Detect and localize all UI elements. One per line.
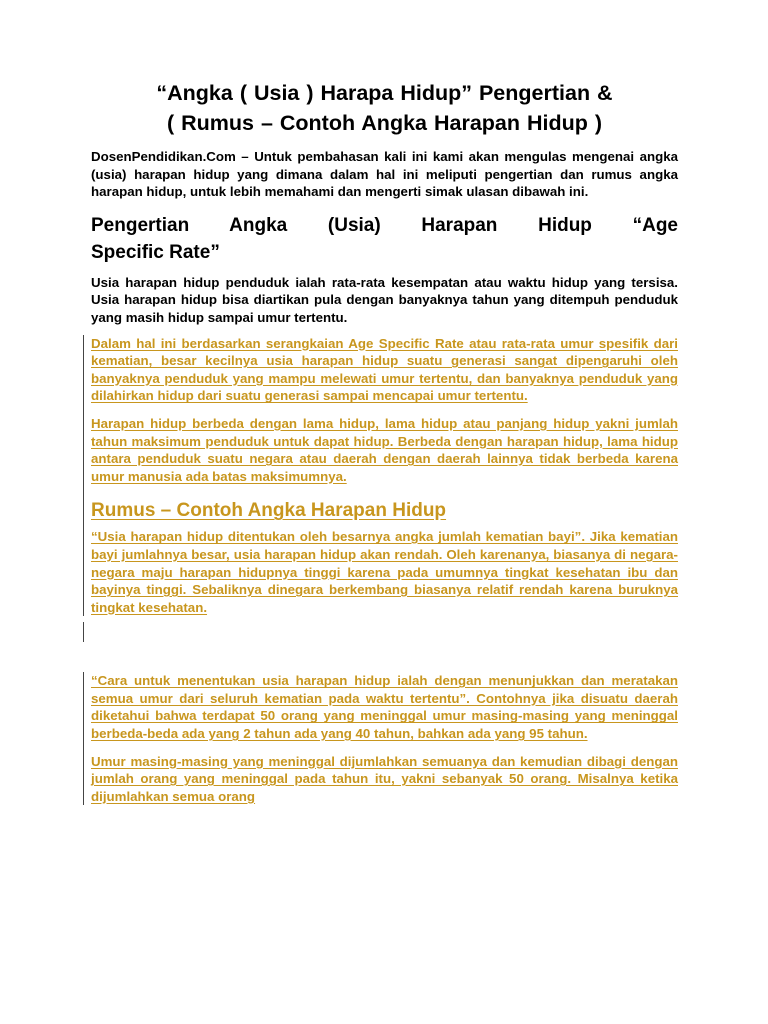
link-paragraph-umur-dijumlahkan[interactable]: Umur masing-masing yang meninggal dijumlahkan semuanya dan kemudian dibagi dengan jumlah orang yang meninggal pada tahun itu, yakni sebanyak 50 orang. Misalnya ketika dijumlahkan semua orang: [91, 753, 678, 804]
document-title: [91, 78, 678, 138]
section-heading-rumus-link[interactable]: Rumus – Contoh Angka Harapan Hidup: [91, 500, 447, 522]
quote-bar: [83, 672, 84, 805]
section-heading-line-1: Pengertian Angka (Usia) Harapan Hidup “Age: [91, 214, 678, 236]
link-paragraph-cara-menentukan[interactable]: “Cara untuk menentukan usia harapan hidup ialah dengan menunjukkan dan meratakan semua umur dari seluruh kematian pada waktu tertentu”. Contohnya jika disuatu daerah diketahui bahwa terdapat 50 orang yang meninggal umur masing-masing yang meninggal berbeda-beda ada yang 2 tahun ada yang 40 tahun, bahkan ada yang 95 tahun.: [91, 673, 678, 742]
definition-paragraph: Usia harapan hidup penduduk ialah rata-rata kesempatan atau waktu hidup yang tersisa. Usia harapan hidup bisa diartikan pula dengan banyaknya tahun yang ditempuh penduduk yang masih hidup sampai umur tertentu.: [91, 274, 678, 325]
document-page: [91, 78, 678, 805]
quoted-block-2: [91, 672, 678, 805]
section-heading-pengertian: [91, 212, 678, 266]
link-paragraph-kematian-bayi[interactable]: “Usia harapan hidup ditentukan oleh besarnya angka jumlah kematian bayi”. Jika kematian bayi jumlahnya besar, usia harapan hidup akan rendah. Oleh karenanya, biasanya di negara-negara maju harapan hidupnya tinggi karena pada umumnya tingkat kesehatan ibu dan bayinya tinggi. Sebaliknya dinegara berkembang biasanya relatif rendah karena buruknya tingkat kesehatan.: [91, 529, 678, 615]
section-heading-line-2: Specific Rate”: [91, 241, 220, 263]
quoted-block-1: [91, 335, 678, 617]
link-paragraph-lama-hidup[interactable]: Harapan hidup berbeda dengan lama hidup, lama hidup atau panjang hidup yakni jumlah tahun maksimum penduduk untuk dapat hidup. Berbeda dengan harapan hidup, lama hidup antara penduduk suatu negara atau daerah dengan daerah lainnya tidak berbeda karena umur manusia ada batas maksimumnya.: [91, 415, 678, 484]
intro-paragraph: DosenPendidikan.Com – Untuk pembahasan kali ini kami akan mengulas mengenai angka (usia) harapan hidup yang dimana dalam hal ini meliputi pengertian dan rumus angka harapan hidup, untuk lebih memahami dan mengerti simak ulasan dibawah ini.: [91, 149, 678, 200]
section-heading-rumus-wrap: [91, 497, 678, 524]
title-line-2: ( Rumus – Contoh Angka Harapan Hidup ): [166, 111, 603, 135]
link-paragraph-age-specific-rate[interactable]: Dalam hal ini berdasarkan serangkaian Age Specific Rate atau rata-rata umur spesifik dari kematian, besar kecilnya usia harapan hidup suatu generasi sangat dipengaruhi oleh banyaknya penduduk yang mampu melewati umur tertentu, dan banyaknya penduduk yang dilahirkan hidup dari suatu generasi sampai mencapai umur tertentu.: [91, 335, 678, 404]
title-line-1: “Angka ( Usia ) Harapa Hidup” Pengertian &: [156, 81, 613, 105]
quote-bar-small: [83, 622, 84, 642]
empty-paragraph: [91, 616, 678, 672]
quote-bar: [83, 335, 84, 617]
